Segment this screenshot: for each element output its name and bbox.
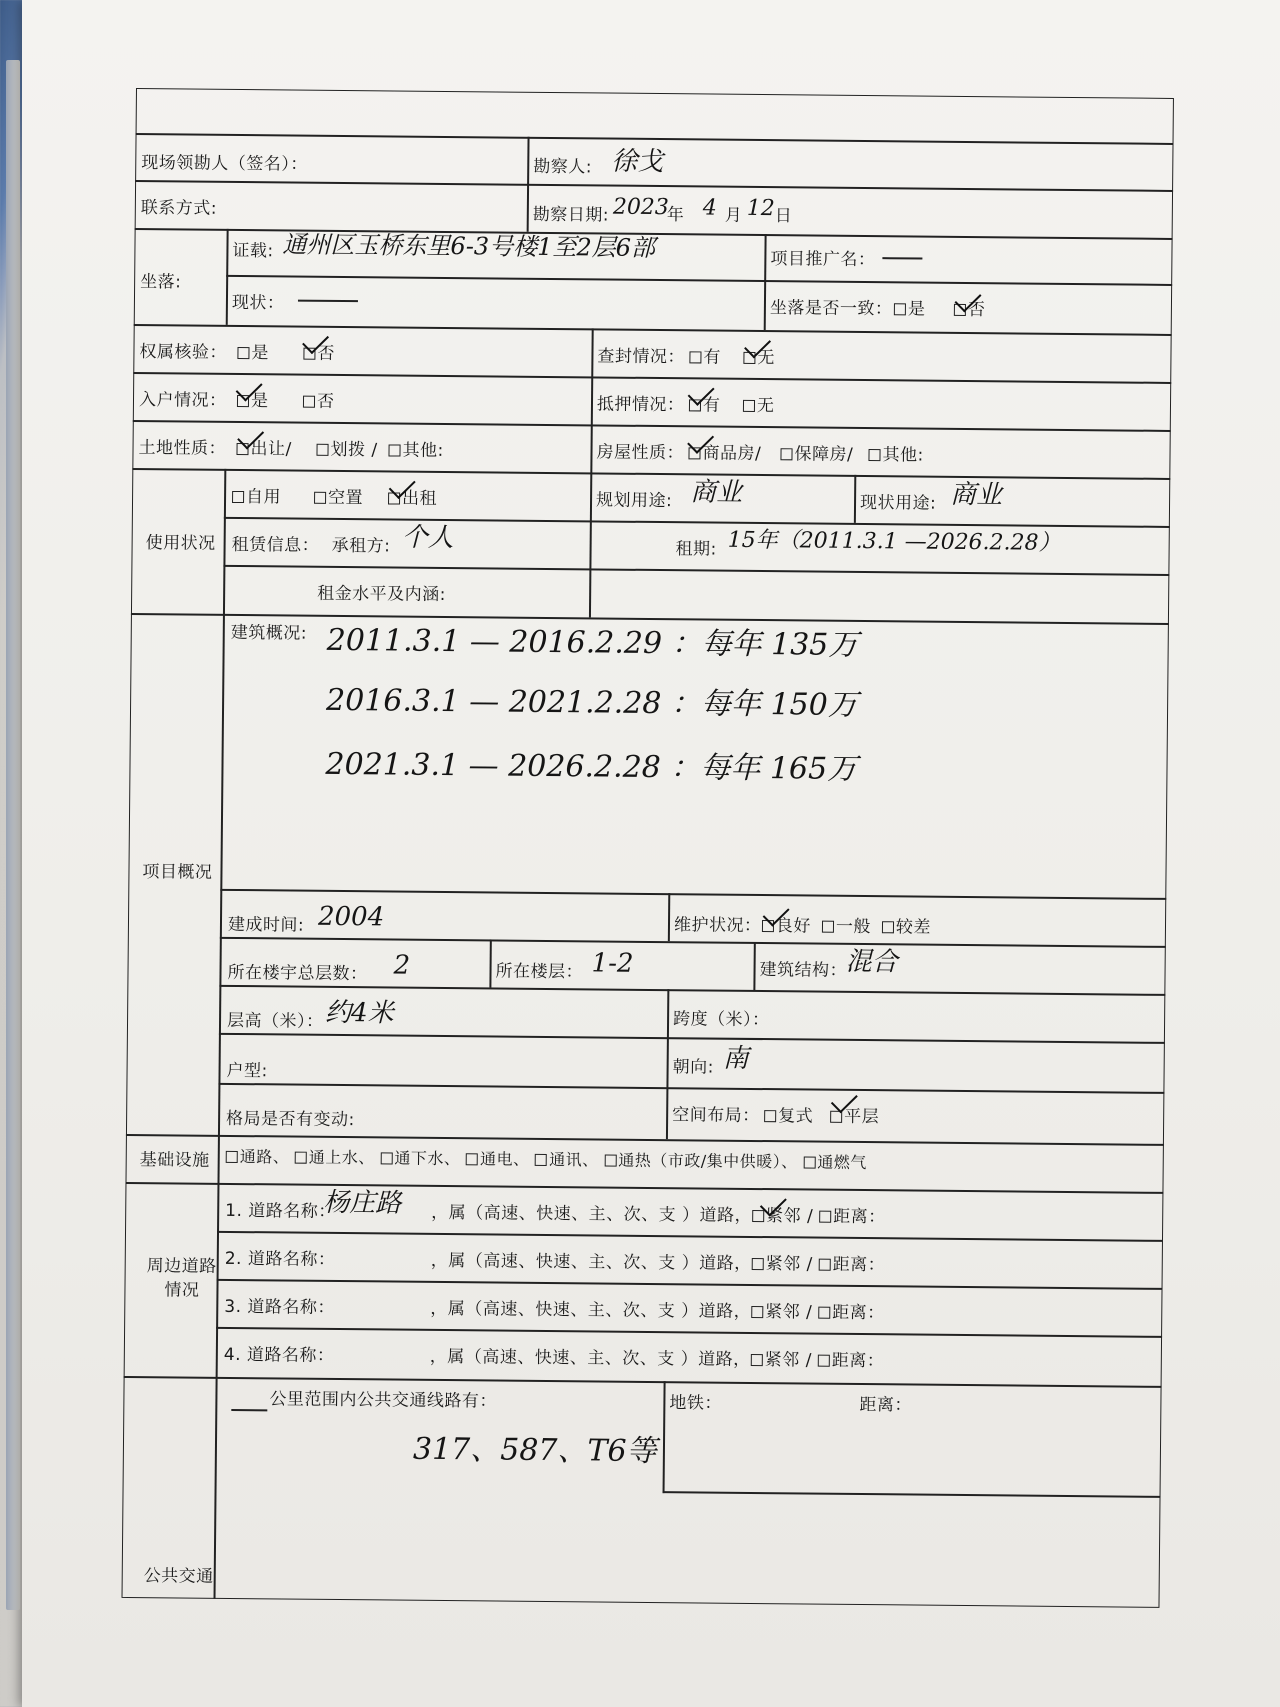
surveyor-label: 勘察人: — [533, 156, 593, 178]
cert-address: 通州区玉桥东里6-3号楼1至2层6部 — [282, 230, 656, 262]
mortgage-none[interactable]: 无 — [743, 396, 775, 416]
date-month: 4 — [702, 195, 717, 221]
road-row-2: 2. 道路名称： — [224, 1248, 336, 1270]
surveyor-signature: 徐戈 — [611, 146, 664, 178]
plan-use-value: 商业 — [690, 477, 743, 508]
orientation-value: 南 — [722, 1043, 749, 1074]
checkbox[interactable] — [818, 1355, 830, 1367]
transit-text: 公里范围内公共交通线路有： — [269, 1389, 498, 1412]
use-opt-vacant[interactable]: 空置 — [314, 488, 363, 508]
checkbox[interactable] — [894, 303, 906, 315]
usage-label: 使用状况 — [145, 533, 216, 554]
checkbox[interactable] — [764, 1110, 776, 1122]
land-opt-other[interactable]: 其他: — [388, 440, 443, 461]
lessee-value: 个人 — [401, 522, 454, 554]
checkbox[interactable] — [689, 351, 701, 363]
checkbox[interactable] — [803, 1156, 815, 1168]
date-year: 2023 — [612, 194, 669, 221]
term-label: 租期: — [675, 539, 717, 560]
checkbox[interactable] — [751, 1306, 763, 1318]
checkbox[interactable] — [752, 1210, 764, 1222]
land-opt-allocate[interactable]: 划拨 / — [316, 440, 377, 461]
survey-form — [122, 88, 1174, 1608]
checkbox[interactable] — [380, 1152, 392, 1164]
subway-distance-label: 距离： — [859, 1395, 912, 1416]
checkbox[interactable] — [226, 1151, 238, 1163]
maint-opt-good[interactable]: 良好 — [762, 916, 811, 936]
house-opt-affordable[interactable]: 保障房/ — [780, 444, 853, 465]
transit-lines-value: 317、587、T6等 — [412, 1431, 657, 1470]
checkbox[interactable] — [604, 1155, 616, 1167]
house-opt-commercial[interactable]: 商品房/ — [688, 443, 761, 464]
use-opt-self[interactable]: 自用 — [232, 487, 281, 507]
house-label: 房屋性质： — [596, 442, 685, 464]
checkbox[interactable] — [818, 1307, 830, 1319]
roads-label-line2: 情况 — [164, 1280, 200, 1301]
seal-label: 查封情况： — [597, 346, 686, 368]
floor-label: 所在楼层： — [495, 961, 584, 983]
subway-label: 地铁： — [669, 1393, 722, 1414]
checkbox[interactable] — [535, 1154, 547, 1166]
rent-line-3: 2021.3.1 — 2026.2.28 ：每年 165万 — [325, 746, 858, 787]
built-value: 2004 — [317, 901, 385, 933]
checkbox[interactable] — [752, 1258, 764, 1270]
road-2-type: ，属（高速、快速、主、次、支 ）道路， 紧邻 / 距离： — [430, 1250, 886, 1276]
unit-type-label: 户型: — [226, 1060, 268, 1082]
floor-value: 1-2 — [591, 948, 634, 979]
infrastructure-options: 通路、 通上水、 通下水、 通电、 通讯、 通热（市政/集中供暖）、 通燃气 — [226, 1147, 867, 1173]
cert-label: 证载: — [232, 240, 274, 262]
term-value: 15年（2011.3.1 —2026.2.28） — [727, 527, 1061, 556]
date-month-unit: 月 — [724, 205, 743, 226]
checkbox[interactable] — [303, 396, 315, 408]
seal-have[interactable]: 有 — [689, 347, 721, 367]
road-1-name: 杨庄路 — [323, 1187, 402, 1219]
access-label: 入户情况： — [138, 390, 227, 411]
underlying-page-edge — [6, 60, 20, 1610]
date-label: 勘察日期: — [532, 204, 610, 226]
ownership-no[interactable]: 否 — [303, 344, 335, 364]
consistent-yes[interactable]: 是 — [894, 299, 926, 319]
land-label: 土地性质： — [138, 438, 227, 459]
form-border — [122, 88, 1174, 1608]
project-overview-label: 项目概况 — [142, 862, 213, 883]
access-yes[interactable]: 是 — [237, 391, 269, 411]
consistent-no[interactable]: 否 — [954, 300, 986, 320]
mortgage-have[interactable]: 有 — [689, 395, 721, 415]
structure-label: 建筑结构： — [759, 960, 848, 981]
date-year-unit: 年 — [666, 205, 685, 226]
date-day-unit: 日 — [774, 206, 793, 227]
road-1-type: ，属（高速、快速、主、次、支 ）道路， 紧邻 / 距离： — [431, 1202, 886, 1228]
contact-label: 联系方式: — [140, 198, 218, 219]
layout-change-label: 格局是否有变动: — [226, 1108, 355, 1131]
building-label: 建筑概况: — [230, 622, 308, 644]
seal-none[interactable]: 无 — [743, 348, 775, 368]
road-row-3: 3. 道路名称： — [224, 1296, 336, 1318]
checkbox[interactable] — [751, 1354, 763, 1366]
checkbox[interactable] — [819, 1211, 831, 1223]
layout-opt-flat[interactable]: 平层 — [830, 1107, 879, 1127]
built-label: 建成时间: — [227, 914, 305, 936]
span-label: 跨度（米）： — [672, 1009, 770, 1031]
leader-label: 现场领勘人（签名）： — [141, 153, 308, 175]
checkbox[interactable] — [882, 921, 894, 933]
checkbox[interactable] — [316, 444, 328, 456]
structure-value: 混合 — [845, 946, 898, 978]
maint-opt-normal[interactable]: 一般 — [822, 917, 871, 937]
layout-label: 空间布局： — [672, 1105, 760, 1127]
layout-opt-duplex[interactable]: 复式 — [764, 1106, 813, 1126]
total-floors-label: 所在楼宇总层数： — [227, 962, 368, 985]
lessee-label: 承租方: — [331, 535, 391, 557]
checkbox[interactable] — [819, 1259, 831, 1271]
current-label: 现状： — [231, 292, 285, 314]
checkbox[interactable] — [780, 448, 792, 460]
orientation-label: 朝向: — [672, 1057, 714, 1078]
location-label: 坐落: — [140, 272, 182, 293]
ownership-yes[interactable]: 是 — [237, 343, 269, 363]
transit-blank — [231, 1409, 267, 1411]
checkbox[interactable] — [822, 921, 834, 933]
rent-line-2: 2016.3.1 — 2021.2.28 ：每年 150万 — [325, 682, 858, 723]
checkbox[interactable] — [314, 492, 326, 504]
road-row-4: 4. 道路名称： — [223, 1344, 335, 1366]
consistent-label: 坐落是否一致： — [769, 298, 893, 320]
rent-label: 租金水平及内涵: — [317, 583, 446, 605]
maint-opt-poor[interactable]: 较差 — [882, 917, 931, 937]
lease-label: 租赁信息： — [231, 534, 320, 556]
project-name-label: 项目推广名： — [770, 249, 876, 271]
roads-label-line1: 周边道路 — [146, 1256, 217, 1277]
checkbox[interactable] — [237, 347, 249, 359]
ownership-label: 权属核验： — [139, 342, 228, 363]
checkbox[interactable] — [743, 400, 755, 412]
current-use-value: 商业 — [949, 479, 1003, 511]
current-use-label: 现状用途: — [859, 492, 937, 514]
road-row-1: 1. 道路名称： — [225, 1200, 336, 1222]
house-opt-other[interactable]: 其他: — [868, 445, 923, 466]
date-day: 12 — [746, 195, 775, 222]
checkbox[interactable] — [868, 449, 880, 461]
transit-label: 公共交通 — [143, 1566, 214, 1587]
rent-line-1: 2011.3.1 — 2016.2.29 ：每年 135万 — [326, 622, 859, 663]
plan-use-label: 规划用途: — [595, 490, 673, 512]
checkbox[interactable] — [295, 1152, 307, 1164]
maintenance-label: 维护状况： — [673, 915, 762, 937]
road-3-type: ，属（高速、快速、主、次、支 ）道路， 紧邻 / 距离： — [430, 1298, 885, 1324]
checkbox[interactable] — [388, 444, 400, 456]
checkbox[interactable] — [232, 491, 244, 503]
infrastructure-label: 基础设施 — [139, 1150, 210, 1171]
total-floors-value: 2 — [393, 950, 411, 981]
height-value: 约4米 — [324, 997, 394, 1029]
project-name-dash — [882, 257, 922, 259]
checkbox[interactable] — [466, 1153, 478, 1165]
height-label: 层高（米）： — [226, 1010, 324, 1032]
road-4-type: ，属（高速、快速、主、次、支 ）道路， 紧邻 / 距离： — [429, 1346, 885, 1372]
use-opt-rent[interactable]: 出租 — [388, 488, 437, 508]
access-no[interactable]: 否 — [303, 392, 335, 412]
mortgage-label: 抵押情况： — [596, 394, 685, 416]
land-opt-transfer[interactable]: 出让/ — [236, 439, 291, 460]
